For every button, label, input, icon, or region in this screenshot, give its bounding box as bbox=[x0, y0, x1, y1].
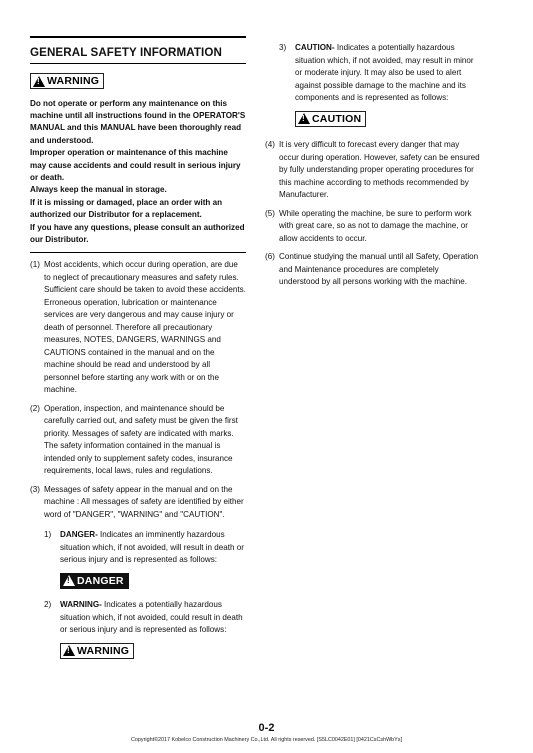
alert-triangle-icon bbox=[33, 76, 45, 87]
alert-triangle-icon bbox=[63, 575, 75, 586]
item-text: Most accidents, which occur during operation, are due to neglect of precautionary measures and safety rules. Sufficient care should be taken to avoid these accidents. Erroneous operation, lubrication or maintenance services are very dangerous and may cause injury or death of personnel. Therefore all precautionary measures, NOTES, DANGERS, WARNINGS and CAUTIONS contained in the manual and on the machine should be read and understood by all personnel before starting any work with or on the machine. bbox=[44, 260, 246, 395]
caution-sign-label: CAUTION bbox=[312, 112, 362, 125]
left-column bbox=[30, 36, 246, 663]
alert-triangle-icon bbox=[63, 645, 75, 656]
sub-item-term: DANGER- bbox=[60, 530, 98, 540]
sub-item-number: 1) bbox=[44, 530, 52, 540]
page-title: GENERAL SAFETY INFORMATION bbox=[30, 36, 246, 64]
sub-item-warning bbox=[44, 599, 246, 637]
warning-sign-label: WARNING bbox=[47, 75, 100, 87]
list-item bbox=[265, 251, 481, 289]
item-text: It is very difficult to forecast every danger that may occur during operation. However, safety can be ensured by fully understanding proper operating procedures for this machine according to methods recommended by Manufacturer. bbox=[279, 140, 480, 199]
danger-sign bbox=[60, 573, 129, 589]
page-number: 0-2 bbox=[258, 722, 275, 734]
item-number: (2) bbox=[30, 403, 40, 413]
danger-sign-label: DANGER bbox=[77, 574, 124, 587]
warning-sign-wrap bbox=[60, 643, 246, 662]
sub-item-caution bbox=[279, 42, 481, 105]
sub-item-number: 3) bbox=[279, 43, 287, 52]
warning-text-block bbox=[30, 98, 246, 254]
warning-line: If you have any questions, please consult an authorized our Distributor. bbox=[30, 222, 245, 244]
sub-item-description: Indicates a potentially hazardous situation which, if not avoided, could result in death or serious injury and is represented as follows: bbox=[60, 600, 243, 635]
item-number: (5) bbox=[265, 208, 275, 218]
item-text: While operating the machine, be sure to perform work with great care, so as not to damage the machine, or allow accidents to occur. bbox=[279, 208, 472, 243]
alert-triangle-icon bbox=[298, 113, 310, 124]
list-item bbox=[30, 403, 246, 478]
warning-sign bbox=[30, 73, 104, 89]
sub-item-description: Indicates a potentially hazardous situation which, if not avoided, may result in minor or moderate injury. It may also be used to alert against possible damage to the machine and its components and is represented as follows: bbox=[295, 43, 474, 102]
list-item bbox=[265, 208, 481, 246]
right-column bbox=[265, 36, 481, 289]
item-text: Operation, inspection, and maintenance should be carefully carried out, and safety must be given the first priority. Messages of safety are indicated with marks. The safety information contained in the manual is intended only to supplement safety codes, insurance requirements, local laws, rules and regulations. bbox=[44, 403, 238, 476]
sub-item-term: CAUTION- bbox=[295, 43, 335, 52]
warning-sign-label: WARNING bbox=[77, 644, 130, 657]
list-item bbox=[265, 139, 481, 202]
caution-sign bbox=[295, 111, 366, 127]
warning-sign-small bbox=[60, 643, 134, 659]
item-number: (1) bbox=[30, 260, 40, 270]
sub-item-description: Indicates an imminently hazardous situation which, if not avoided, will result in death or serious injury and is represented as follows: bbox=[60, 530, 245, 565]
warning-line: Always keep the manual in storage. bbox=[30, 185, 167, 195]
warning-line: Improper operation or maintenance of this machine may cause accidents and could result in serious injury or death. bbox=[30, 148, 241, 182]
sub-item-number: 2) bbox=[44, 600, 52, 610]
list-item bbox=[30, 259, 246, 397]
caution-sign-wrap bbox=[295, 111, 481, 130]
sub-item-term: WARNING- bbox=[60, 600, 102, 610]
sub-item-text bbox=[60, 599, 246, 637]
list-item bbox=[30, 484, 246, 522]
sub-item-text bbox=[60, 529, 246, 567]
item-text: Messages of safety appear in the manual and on the machine : All messages of safety are identified by either word of "DANGER", "WARNING" and "CAUTION". bbox=[44, 484, 244, 519]
item-number: (6) bbox=[265, 252, 275, 261]
danger-sign-wrap bbox=[60, 573, 246, 592]
sub-item-text bbox=[295, 42, 481, 105]
item-text: Continue studying the manual until all Safety, Operation and Maintenance procedures are completely understood by all persons working with the machine. bbox=[279, 252, 479, 286]
warning-line: Do not operate or perform any maintenance on this machine until all instructions found in the OPERATOR'S MANUAL and this MANUAL have been thoroughly read and understood. bbox=[30, 98, 246, 145]
sub-item-danger bbox=[44, 529, 246, 567]
item-number: (4) bbox=[265, 140, 275, 149]
warning-line: If it is missing or damaged, place an order with an authorized our Distributor for a replacement. bbox=[30, 197, 223, 220]
copyright-notice: Copyright©2017 Kobelco Construction Machinery Co.,Ltd. All rights reserved. [S5LC0042E01] [0421CsCshWbYs] bbox=[131, 737, 402, 743]
item-number: (3) bbox=[30, 484, 40, 494]
